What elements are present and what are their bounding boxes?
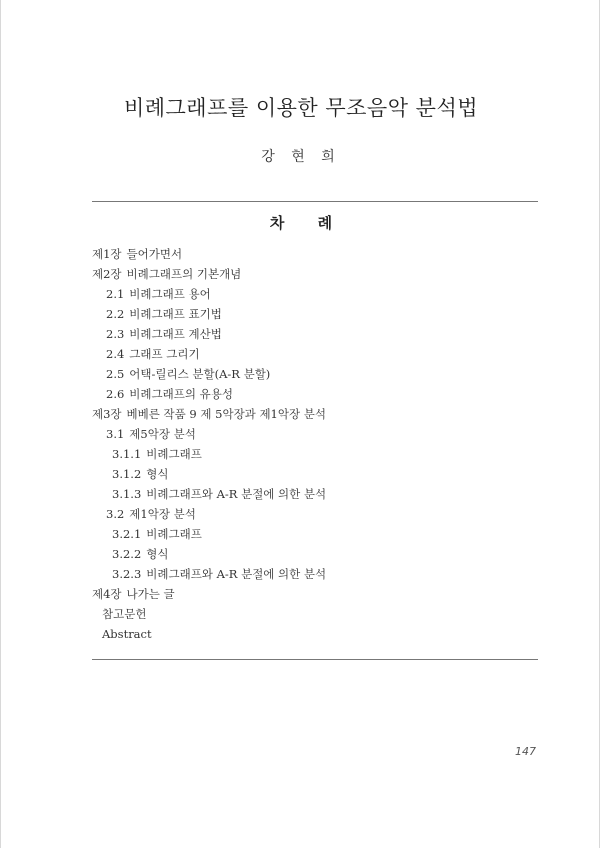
- toc-item[interactable]: [92, 564, 538, 584]
- toc-number: 3.1.2: [112, 467, 142, 481]
- toc-text: Abstract: [102, 627, 152, 641]
- toc-number: 3.2.3: [112, 567, 142, 581]
- toc-item[interactable]: [92, 464, 538, 484]
- toc-number: 3.1: [106, 427, 125, 441]
- toc-text: 비례그래프 표기법: [129, 307, 222, 321]
- toc-text: 비례그래프 용어: [129, 287, 211, 301]
- toc-number: 2.4: [106, 347, 125, 361]
- toc-item[interactable]: [92, 284, 538, 304]
- toc-number: 제1장: [92, 247, 122, 261]
- toc-item-abstract[interactable]: [92, 624, 538, 644]
- toc-heading: 차 례: [269, 214, 347, 232]
- table-of-contents: [92, 244, 538, 644]
- toc-number: 2.5: [106, 367, 125, 381]
- toc-item[interactable]: [92, 304, 538, 324]
- toc-item[interactable]: [92, 524, 538, 544]
- toc-text: 제1악장 분석: [129, 507, 196, 521]
- toc-item[interactable]: [92, 484, 538, 504]
- toc-number: 제2장: [92, 267, 122, 281]
- toc-item[interactable]: [92, 444, 538, 464]
- toc-item[interactable]: [92, 584, 538, 604]
- toc-text: 참고문헌: [102, 607, 147, 621]
- toc-item[interactable]: [92, 244, 538, 264]
- toc-text: 비례그래프: [146, 447, 202, 461]
- toc-text: 비례그래프의 기본개념: [126, 267, 242, 281]
- toc-item[interactable]: [92, 264, 538, 284]
- toc-number: 제4장: [92, 587, 122, 601]
- toc-number: 2.6: [106, 387, 125, 401]
- toc-text: 비례그래프: [146, 527, 202, 541]
- toc-item-references[interactable]: [92, 604, 538, 624]
- toc-number: 2.2: [106, 307, 125, 321]
- toc-text: 제5악장 분석: [129, 427, 196, 441]
- toc-number: 제3장: [92, 407, 122, 421]
- toc-number: 2.3: [106, 327, 125, 341]
- toc-text: 비례그래프 계산법: [129, 327, 222, 341]
- toc-number: 2.1: [106, 287, 125, 301]
- toc-text: 비례그래프와 A-R 분절에 의한 분석: [146, 567, 327, 581]
- page-number: 147: [515, 745, 536, 758]
- toc-number: 3.1.1: [112, 447, 142, 461]
- toc-item[interactable]: [92, 344, 538, 364]
- toc-text: 나가는 글: [126, 587, 175, 601]
- toc-number: 3.2: [106, 507, 125, 521]
- toc-text: 어택-릴리스 분할(A-R 분할): [129, 367, 271, 381]
- toc-text: 베베른 작품 9 제 5악장과 제1악장 분석: [126, 407, 326, 421]
- toc-text: 그래프 그리기: [129, 347, 200, 361]
- toc-number: 3.2.2: [112, 547, 142, 561]
- toc-item[interactable]: [92, 424, 538, 444]
- toc-text: 비례그래프의 유용성: [129, 387, 233, 401]
- toc-text: 비례그래프와 A-R 분절에 의한 분석: [146, 487, 327, 501]
- toc-text: 형식: [146, 467, 169, 481]
- toc-text: 들어가면서: [126, 247, 183, 261]
- top-divider: [92, 201, 538, 202]
- toc-item[interactable]: [92, 504, 538, 524]
- toc-number: 3.1.3: [112, 487, 142, 501]
- toc-item[interactable]: [92, 324, 538, 344]
- toc-item[interactable]: [92, 544, 538, 564]
- toc-text: 형식: [146, 547, 169, 561]
- toc-item[interactable]: [92, 384, 538, 404]
- document-title: 비례그래프를 이용한 무조음악 분석법: [123, 96, 479, 120]
- toc-item[interactable]: [92, 364, 538, 384]
- bottom-divider: [92, 659, 538, 660]
- author-name: 강 현 희: [261, 149, 341, 165]
- toc-number: 3.2.1: [112, 527, 142, 541]
- toc-item[interactable]: [92, 404, 538, 424]
